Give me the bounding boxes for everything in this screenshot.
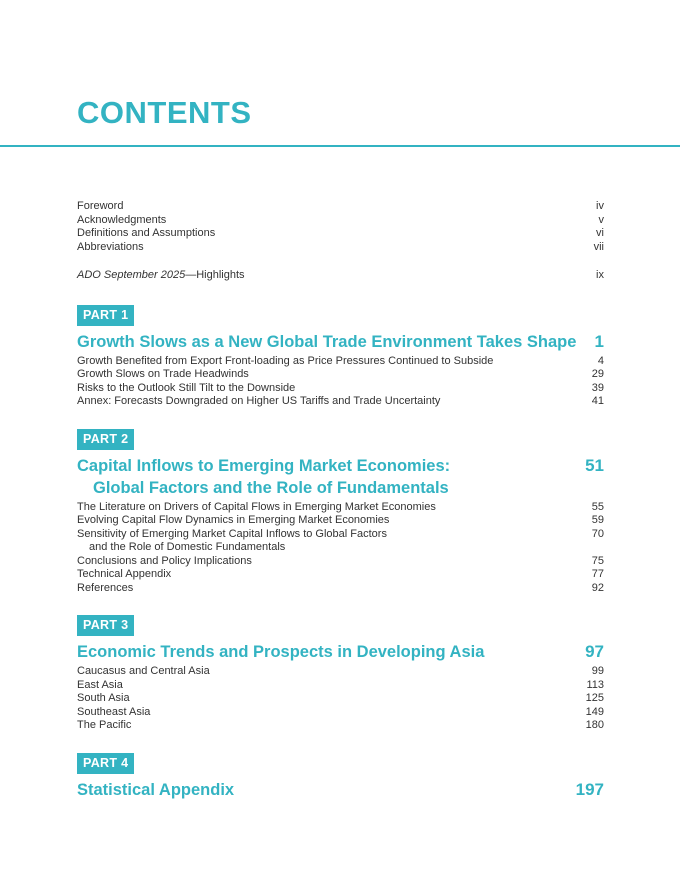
toc-entry-label: South Asia — [77, 692, 130, 704]
toc-entry-abbreviations[interactable] — [77, 241, 604, 255]
part-badge: PART 1 — [77, 305, 134, 326]
part-badge: PART 4 — [77, 753, 134, 774]
toc-entry-page: iv — [596, 200, 604, 212]
toc-entry-page: 92 — [591, 581, 604, 594]
toc-entry-page: 99 — [591, 665, 604, 677]
toc-entry-page: ix — [596, 269, 604, 281]
part-title-line: Global Factors and the Role of Fundamentals — [93, 478, 449, 497]
part-title-link[interactable] — [77, 331, 604, 353]
toc-entry-page: 75 — [591, 554, 604, 567]
publication-name: ADO September 2025 — [77, 269, 186, 281]
front-matter-list — [77, 200, 604, 254]
toc-entry[interactable] — [77, 568, 604, 582]
highlights-suffix: —Highlights — [185, 269, 245, 281]
toc-entry-page: vi — [596, 227, 604, 239]
toc-entry[interactable] — [77, 665, 604, 679]
toc-entry-definitions[interactable] — [77, 227, 604, 241]
toc-entry-label: The Pacific — [77, 719, 132, 731]
part-title-link[interactable] — [77, 641, 604, 663]
part-title-line: Capital Inflows to Emerging Market Economies: — [77, 456, 451, 475]
toc-entry[interactable] — [77, 382, 604, 396]
toc-entry-label: Risks to the Outlook Still Tilt to the Downside — [77, 381, 296, 394]
toc-entry[interactable] — [77, 501, 604, 515]
toc-entry-label: Foreword — [77, 200, 124, 212]
part-4-section — [77, 753, 604, 801]
toc-entry-label: Definitions and Assumptions — [77, 227, 216, 239]
toc-entry-page: 77 — [591, 568, 604, 580]
toc-entry-label — [77, 269, 245, 283]
toc-entry-page: v — [598, 213, 604, 226]
toc-entry-label: Growth Slows on Trade Headwinds — [77, 368, 249, 380]
toc-entry-label: Annex: Forecasts Downgraded on Higher US Tariffs and Trade Uncertainty — [77, 395, 441, 407]
toc-entry-label: Acknowledgments — [77, 213, 167, 226]
toc-entry-label: The Literature on Drivers of Capital Flows in Emerging Market Economies — [77, 500, 436, 513]
toc-entry[interactable] — [77, 706, 604, 720]
page-title: CONTENTS — [77, 95, 252, 130]
toc-entry[interactable] — [77, 355, 604, 369]
part-page: 197 — [575, 779, 604, 799]
toc-entry-acknowledgments[interactable] — [77, 214, 604, 228]
toc-entry-label: Abbreviations — [77, 240, 144, 253]
part-badge: PART 3 — [77, 615, 134, 636]
toc-entry[interactable] — [77, 514, 604, 528]
toc-entry-page: 39 — [591, 381, 604, 394]
toc-entry-page: 125 — [585, 692, 604, 704]
toc-entry-page: 59 — [591, 514, 604, 526]
table-of-contents — [77, 200, 604, 803]
part-title: Statistical Appendix — [77, 780, 235, 799]
toc-entry-label: Growth Benefited from Export Front-loading as Price Pressures Continued to Subside — [77, 354, 494, 367]
toc-entry-label — [77, 528, 387, 555]
toc-entry-label: Technical Appendix — [77, 568, 172, 580]
toc-entry-page: 149 — [585, 705, 604, 718]
part-1-section — [77, 305, 604, 409]
toc-entry-page: 4 — [597, 354, 604, 367]
toc-entry-label: Caucasus and Central Asia — [77, 665, 210, 677]
toc-entry[interactable] — [77, 528, 604, 555]
toc-entry-label: Evolving Capital Flow Dynamics in Emerging Market Economies — [77, 514, 390, 526]
toc-entry-label: East Asia — [77, 678, 123, 691]
toc-entry[interactable] — [77, 395, 604, 409]
toc-entry-label-line: and the Role of Domestic Fundamentals — [89, 541, 286, 553]
part-title: Economic Trends and Prospects in Developing Asia — [77, 643, 485, 661]
toc-entry[interactable] — [77, 555, 604, 569]
part-page: 51 — [585, 455, 604, 475]
toc-entry-page: 70 — [591, 527, 604, 540]
part-title: Growth Slows as a New Global Trade Environment Takes Shape — [77, 332, 577, 351]
toc-entry-highlights[interactable] — [77, 269, 604, 283]
toc-entry[interactable] — [77, 582, 604, 596]
toc-entry[interactable] — [77, 368, 604, 382]
part-badge: PART 2 — [77, 429, 134, 450]
title-divider — [0, 145, 680, 147]
toc-entry-page: 180 — [585, 719, 604, 731]
toc-entry-foreword[interactable] — [77, 200, 604, 214]
toc-entry-label-line: Sensitivity of Emerging Market Capital Inflows to Global Factors — [77, 527, 387, 540]
toc-entry-label: Conclusions and Policy Implications — [77, 554, 252, 567]
part-page: 1 — [594, 331, 604, 351]
toc-entry-label: Southeast Asia — [77, 705, 151, 718]
toc-entry[interactable] — [77, 719, 604, 733]
part-page: 97 — [585, 642, 604, 661]
toc-entry[interactable] — [77, 692, 604, 706]
toc-entry-page: 41 — [591, 395, 604, 407]
toc-entry-page: 113 — [586, 678, 604, 691]
toc-entry-label: References — [77, 581, 134, 594]
part-title — [77, 455, 450, 499]
part-title-link[interactable] — [77, 779, 604, 801]
toc-entry[interactable] — [77, 679, 604, 693]
part-3-section — [77, 615, 604, 733]
part-title-link[interactable] — [77, 455, 604, 499]
toc-entry-page: 55 — [591, 500, 604, 513]
toc-entry-page: 29 — [591, 368, 604, 380]
part-2-section — [77, 429, 604, 596]
toc-entry-page: vii — [593, 240, 604, 253]
